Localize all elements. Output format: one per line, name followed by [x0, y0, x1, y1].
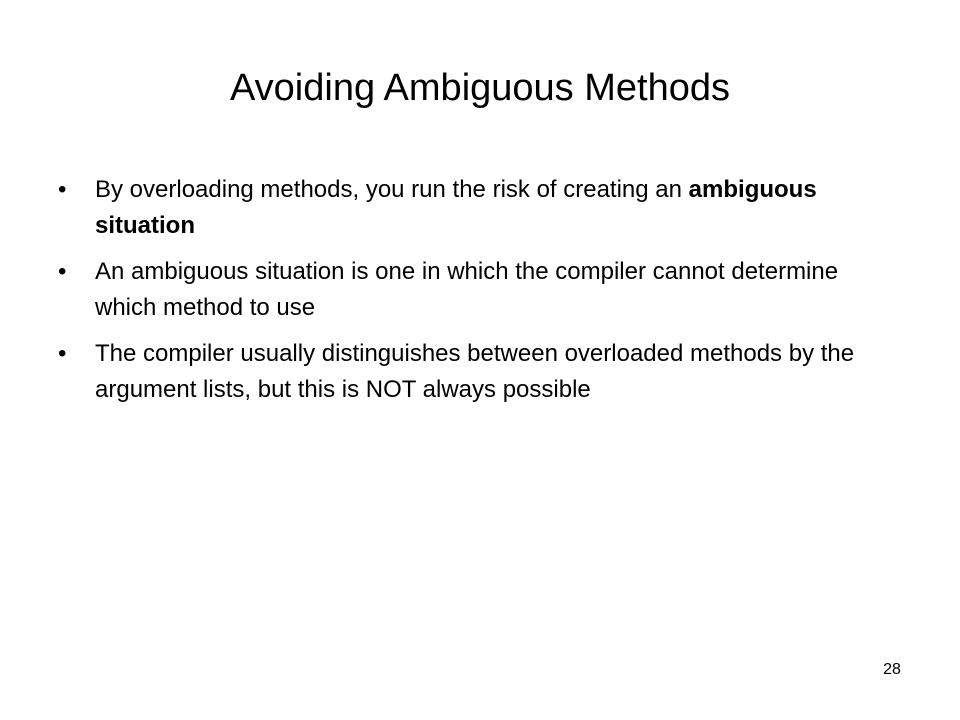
bullet-text: An ambiguous situation is one in which the compiler cannot determine which method to use [95, 258, 839, 321]
bullet-list [58, 172, 888, 418]
slide-title: Avoiding Ambiguous Methods [230, 67, 730, 109]
bullet-emphasis: ambiguous situation [95, 176, 817, 239]
bullet-marker: • [58, 176, 67, 203]
bullet-text: By overloading methods, you run the risk of creating an [95, 176, 689, 203]
bullet-item [58, 172, 888, 244]
page-number: 28 [883, 661, 901, 678]
bullet-item [58, 336, 888, 408]
bullet-marker: • [58, 258, 67, 285]
bullet-marker: • [58, 340, 67, 367]
bullet-item [58, 254, 888, 326]
bullet-text: The compiler usually distinguishes between overloaded methods by the argument lists, but this is NOT always possible [95, 340, 855, 403]
